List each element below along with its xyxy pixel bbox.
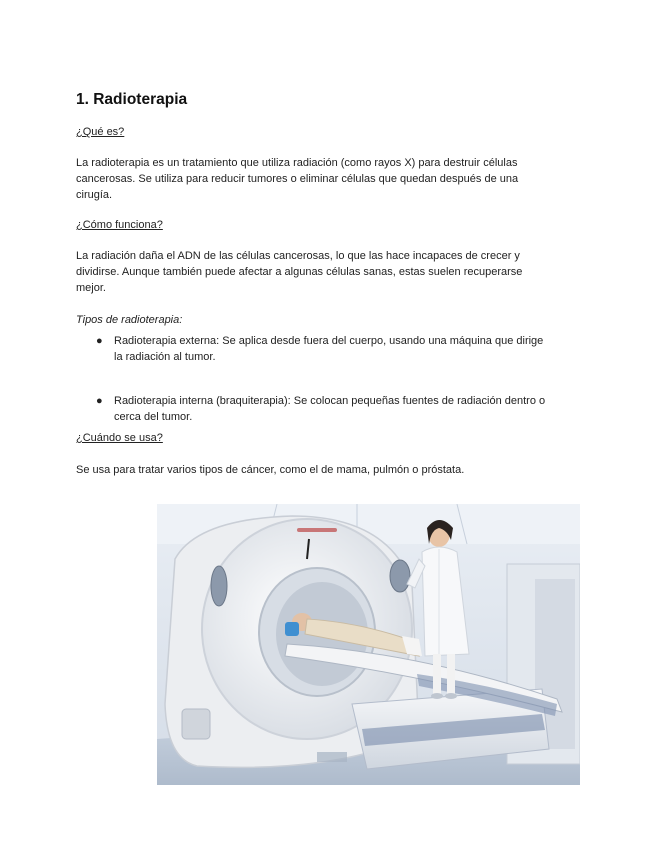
list-item-text: Radioterapia interna (braquiterapia): Se colocan pequeñas fuentes de radiación dentro o cerca del tumor. <box>114 395 546 423</box>
when-paragraph: Se usa para tratar varios tipos de cáncer, como el de mama, pulmón o próstata. <box>76 464 465 476</box>
what-line-3: cirugía. <box>76 189 113 201</box>
how-line-3: mejor. <box>76 282 106 294</box>
how-heading: ¿Cómo funciona? <box>76 219 163 231</box>
types-label: Tipos de radioterapia: <box>76 314 183 326</box>
what-line-1: La radioterapia es un tratamiento que utiliza radiación (como rayos X) para destruir células <box>76 157 518 169</box>
what-line-2: cancerosas. Se utiliza para reducir tumores o eliminar células que quedan después de una <box>76 173 519 185</box>
list-item-internal <box>96 394 586 425</box>
radiotherapy-machine-photo <box>157 504 580 785</box>
bullet-icon: ● <box>96 335 103 347</box>
list-item-text: Radioterapia externa: Se aplica desde fuera del cuerpo, usando una máquina que dirige la radiación al tumor. <box>114 335 544 363</box>
when-heading: ¿Cuándo se usa? <box>76 432 163 444</box>
machine-illustration <box>157 504 580 785</box>
bullet-icon: ● <box>96 395 103 407</box>
how-line-2: dividirse. Aunque también puede afectar a algunas células sanas, estas suelen recuperarse <box>76 266 523 278</box>
what-heading: ¿Qué es? <box>76 126 125 138</box>
what-paragraph <box>76 155 576 203</box>
how-paragraph <box>76 248 576 296</box>
head-support <box>285 622 299 636</box>
left-control-panel <box>211 566 227 606</box>
right-control-panel <box>390 560 410 592</box>
list-item-external <box>96 334 586 365</box>
page-title: 1. Radioterapia <box>76 91 188 108</box>
how-line-1: La radiación daña el ADN de las células cancerosas, lo que las hace incapaces de crecer y <box>76 250 520 262</box>
